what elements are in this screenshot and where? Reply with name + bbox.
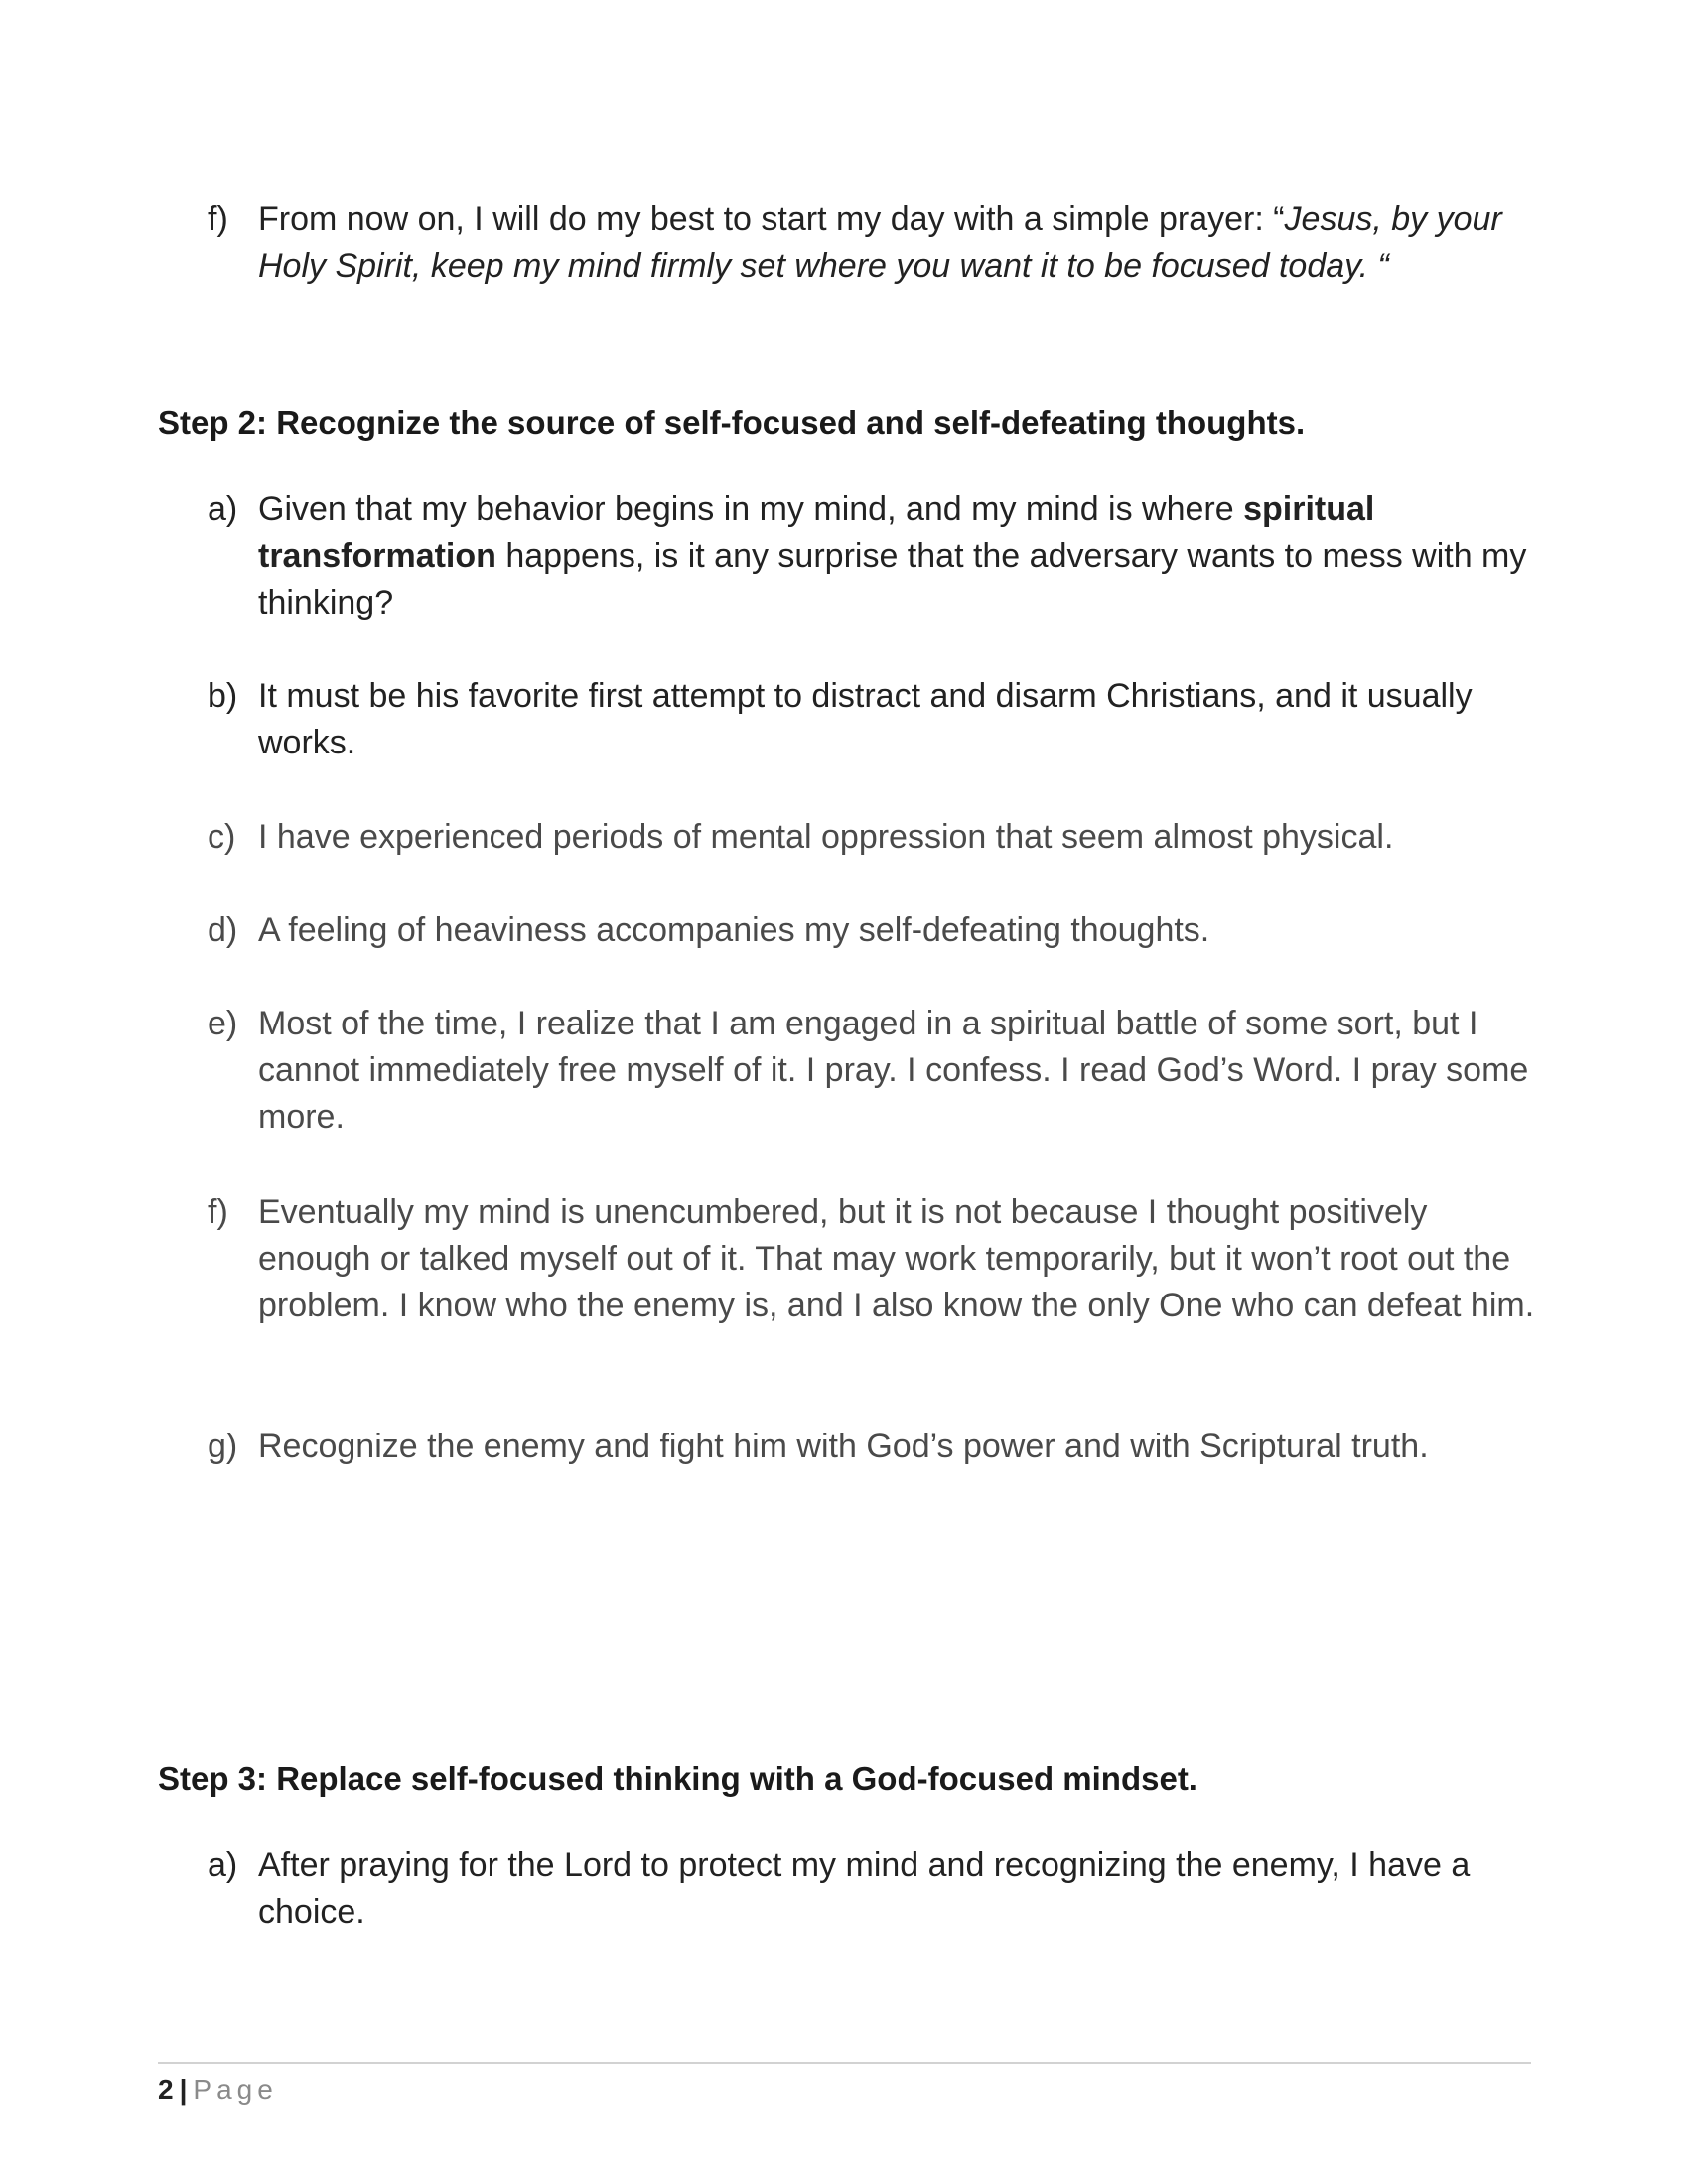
list-item-text: After praying for the Lord to protect my mind and recognizing the enemy, I have a choice. [258,1846,1471,1931]
page-footer [158,2073,278,2107]
list-item-text: Most of the time, I realize that I am engaged in a spiritual battle of some sort, but I cannot immediately free myself of it. I pray. I confess. I read God’s Word. I pray some more. [258,1005,1529,1136]
prayer-quote: Jesus, by your Holy Spirit, keep my mind firmly set where you want it to be focused today. “ [258,201,1502,285]
step3-heading: Step 3: Replace self-focused thinking with a God-focused mindset. [158,1760,1197,1797]
list-item-text: It must be his favorite first attempt to distract and disarm Christians, and it usually works. [258,677,1473,761]
list-marker: g) [208,1428,238,1465]
emphasis-spiritual-transformation: spiritual transformation [258,490,1375,575]
list-item-text-pre: Given that my behavior begins in my mind, and my mind is where [258,490,1244,528]
list-item-text-plain: From now on, I will do my best to start my day with a simple prayer: “ [258,201,1285,238]
list-item-text [258,486,1539,626]
list-marker: a) [208,1846,238,1884]
list-item-text: Recognize the enemy and fight him with God’s power and with Scriptural truth. [258,1428,1429,1465]
list-item-text-post: happens, is it any surprise that the adversary wants to mess with my thinking? [258,537,1527,621]
list-marker: d) [208,911,238,949]
footer-divider [158,2062,1531,2064]
list-marker: e) [208,1005,238,1042]
list-item-text: Eventually my mind is unencumbered, but it is not because I thought positively enough or talked myself out of it. That may work temporarily, but it won’t root out the problem. I know who the enemy is, and I also know the only One who can defeat him. [258,1193,1535,1324]
list-marker: f) [208,201,228,238]
list-marker: a) [208,490,238,528]
page-number: 2 [158,2074,174,2105]
list-marker: f) [208,1193,228,1231]
list-marker: b) [208,677,238,715]
footer-separator: | [179,2074,188,2105]
list-item-text: I have experienced periods of mental oppression that seem almost physical. [258,818,1394,856]
list-marker: c) [208,818,236,856]
page-label: Page [193,2074,278,2105]
list-item-text: A feeling of heaviness accompanies my self-defeating thoughts. [258,911,1210,949]
list-item-text [258,197,1539,290]
step2-heading: Step 2: Recognize the source of self-focused and self-defeating thoughts. [158,404,1306,441]
